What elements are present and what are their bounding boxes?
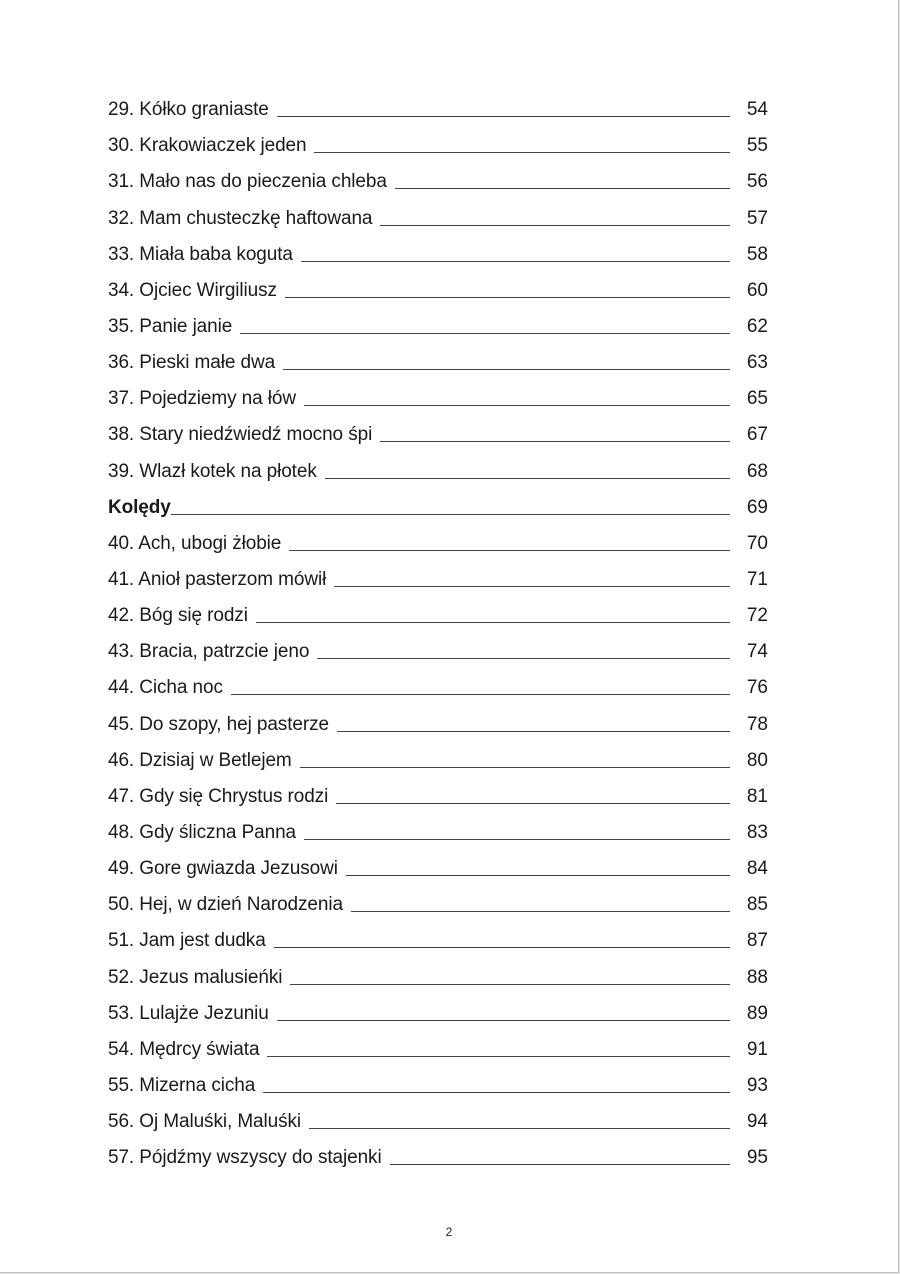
- toc-leader-line: [263, 1092, 730, 1093]
- toc-page-number: 54: [746, 99, 768, 121]
- toc-page-number: 60: [746, 279, 768, 301]
- toc-entry-title: 50. Hej, w dzień Narodzenia: [108, 894, 343, 916]
- toc-leader-line: [274, 947, 730, 948]
- toc-leader-line: [337, 731, 730, 732]
- toc-page-number: 87: [746, 930, 768, 952]
- toc-section-heading: [108, 489, 768, 525]
- toc-entry-title: 54. Mędrcy świata: [108, 1038, 260, 1060]
- toc-page-number: 63: [746, 352, 768, 374]
- toc-entry: [108, 1031, 768, 1067]
- toc-leader-line: [290, 984, 730, 985]
- toc-entry-title: 34. Ojciec Wirgiliusz: [108, 279, 277, 301]
- toc-entry: [108, 452, 768, 488]
- toc-page-number: 70: [746, 532, 768, 554]
- toc-entry-title: 49. Gore gwiazda Jezusowi: [108, 858, 338, 880]
- toc-entry: [108, 272, 768, 308]
- toc-entry: [108, 814, 768, 850]
- toc-entry-title: 39. Wlazł kotek na płotek: [108, 460, 317, 482]
- toc-leader-line: [351, 911, 730, 912]
- toc-leader-line: [301, 261, 730, 262]
- toc-entry: [108, 958, 768, 994]
- toc-entry: [108, 778, 768, 814]
- toc-entry: [108, 1139, 768, 1175]
- toc-entry-title: 37. Pojedziemy na łów: [108, 388, 297, 410]
- toc-page-number: 89: [746, 1002, 768, 1024]
- toc-page-number: 68: [746, 460, 768, 482]
- toc-page-number: 85: [746, 894, 768, 916]
- toc-entry: [108, 380, 768, 416]
- toc-leader-line: [256, 622, 730, 623]
- toc-entry: [108, 199, 768, 235]
- toc-entry: [108, 91, 768, 127]
- toc-entry: [108, 344, 768, 380]
- toc-entry-title: 47. Gdy się Chrystus rodzi: [108, 785, 329, 807]
- toc-entry: [108, 995, 768, 1031]
- toc-page-number: 55: [746, 135, 768, 157]
- toc-section-title: Kolędy: [108, 496, 171, 518]
- toc-entry-title: 33. Miała baba koguta: [108, 243, 293, 265]
- toc-entry: [108, 633, 768, 669]
- toc-leader-line: [314, 152, 730, 153]
- toc-leader-line: [304, 405, 730, 406]
- toc-entry-title: 29. Kółko graniaste: [108, 99, 269, 121]
- toc-entry-title: 55. Mizerna cicha: [108, 1074, 256, 1096]
- toc-entry: [108, 850, 768, 886]
- toc-entry-title: 30. Krakowiaczek jeden: [108, 135, 307, 157]
- toc-entry: [108, 1103, 768, 1139]
- toc-page-number: 65: [746, 388, 768, 410]
- toc-entry-title: 35. Panie janie: [108, 315, 233, 337]
- toc-leader-line: [285, 297, 730, 298]
- toc-entry: [108, 308, 768, 344]
- toc-entry-title: 31. Mało nas do pieczenia chleba: [108, 171, 387, 193]
- toc-entry: [108, 742, 768, 778]
- toc-leader-line: [395, 188, 730, 189]
- toc-page-number: 62: [746, 315, 768, 337]
- toc-entry-title: 42. Bóg się rodzi: [108, 605, 248, 627]
- toc-entry-title: 32. Mam chusteczkę haftowana: [108, 207, 373, 229]
- toc-page-number: 57: [746, 207, 768, 229]
- toc-entry-title: 51. Jam jest dudka: [108, 930, 266, 952]
- toc-entry-title: 46. Dzisiaj w Betlejem: [108, 749, 292, 771]
- toc-leader-line: [317, 658, 730, 659]
- toc-entry-title: 44. Cicha noc: [108, 677, 223, 699]
- toc-leader-line: [380, 441, 730, 442]
- toc-page-number: 78: [746, 713, 768, 735]
- toc-entry: [108, 525, 768, 561]
- toc-entry-title: 40. Ach, ubogi żłobie: [108, 532, 282, 554]
- toc-entry: [108, 1067, 768, 1103]
- toc-leader-line: [240, 333, 730, 334]
- toc-page-number: 76: [746, 677, 768, 699]
- table-of-contents: [108, 91, 768, 1175]
- toc-page-number: 58: [746, 243, 768, 265]
- toc-leader-line: [346, 875, 730, 876]
- toc-leader-line: [277, 1020, 730, 1021]
- toc-leader-line: [334, 586, 730, 587]
- toc-entry-title: 41. Anioł pasterzom mówił: [108, 568, 327, 590]
- toc-entry: [108, 236, 768, 272]
- toc-leader-line: [380, 225, 730, 226]
- toc-page-number: 95: [746, 1147, 768, 1169]
- toc-entry-title: 56. Oj Maluśki, Maluśki: [108, 1111, 302, 1133]
- toc-entry-title: 52. Jezus malusieńki: [108, 966, 283, 988]
- toc-page-number: 56: [746, 171, 768, 193]
- toc-leader-line: [325, 478, 730, 479]
- toc-leader-line: [283, 369, 730, 370]
- toc-entry-title: 38. Stary niedźwiedź mocno śpi: [108, 424, 373, 446]
- toc-entry-title: 48. Gdy śliczna Panna: [108, 821, 297, 843]
- toc-entry: [108, 416, 768, 452]
- toc-leader-line: [231, 694, 730, 695]
- toc-entry: [108, 163, 768, 199]
- toc-entry: [108, 922, 768, 958]
- toc-entry: [108, 127, 768, 163]
- toc-page-number: 67: [746, 424, 768, 446]
- toc-leader-line: [336, 803, 730, 804]
- toc-entry-title: 53. Lulajże Jezuniu: [108, 1002, 269, 1024]
- toc-page-number: 84: [746, 858, 768, 880]
- toc-page-number: 91: [746, 1038, 768, 1060]
- toc-page-number: 69: [746, 496, 768, 518]
- toc-leader-line: [390, 1164, 730, 1165]
- toc-entry-title: 36. Pieski małe dwa: [108, 352, 276, 374]
- toc-entry: [108, 705, 768, 741]
- toc-page-number: 93: [746, 1074, 768, 1096]
- toc-page-number: 81: [746, 785, 768, 807]
- toc-page-number: 94: [746, 1111, 768, 1133]
- toc-page-number: 74: [746, 641, 768, 663]
- toc-page-number: 72: [746, 605, 768, 627]
- toc-leader-line: [304, 839, 730, 840]
- toc-page-number: 80: [746, 749, 768, 771]
- toc-leader-line: [309, 1128, 730, 1129]
- toc-leader-line: [267, 1056, 730, 1057]
- toc-entry-title: 43. Bracia, patrzcie jeno: [108, 641, 310, 663]
- page-number: 2: [445, 1225, 453, 1239]
- toc-entry: [108, 669, 768, 705]
- toc-entry: [108, 561, 768, 597]
- toc-page-number: 83: [746, 821, 768, 843]
- toc-entry: [108, 886, 768, 922]
- toc-page-number: 71: [746, 568, 768, 590]
- toc-page-number: 88: [746, 966, 768, 988]
- toc-leader-line: [277, 116, 730, 117]
- toc-entry: [108, 597, 768, 633]
- toc-leader-line: [289, 550, 730, 551]
- toc-leader-line: [300, 767, 730, 768]
- toc-leader-line: [171, 514, 730, 515]
- toc-entry-title: 57. Pójdźmy wszyscy do stajenki: [108, 1147, 382, 1169]
- toc-entry-title: 45. Do szopy, hej pasterze: [108, 713, 329, 735]
